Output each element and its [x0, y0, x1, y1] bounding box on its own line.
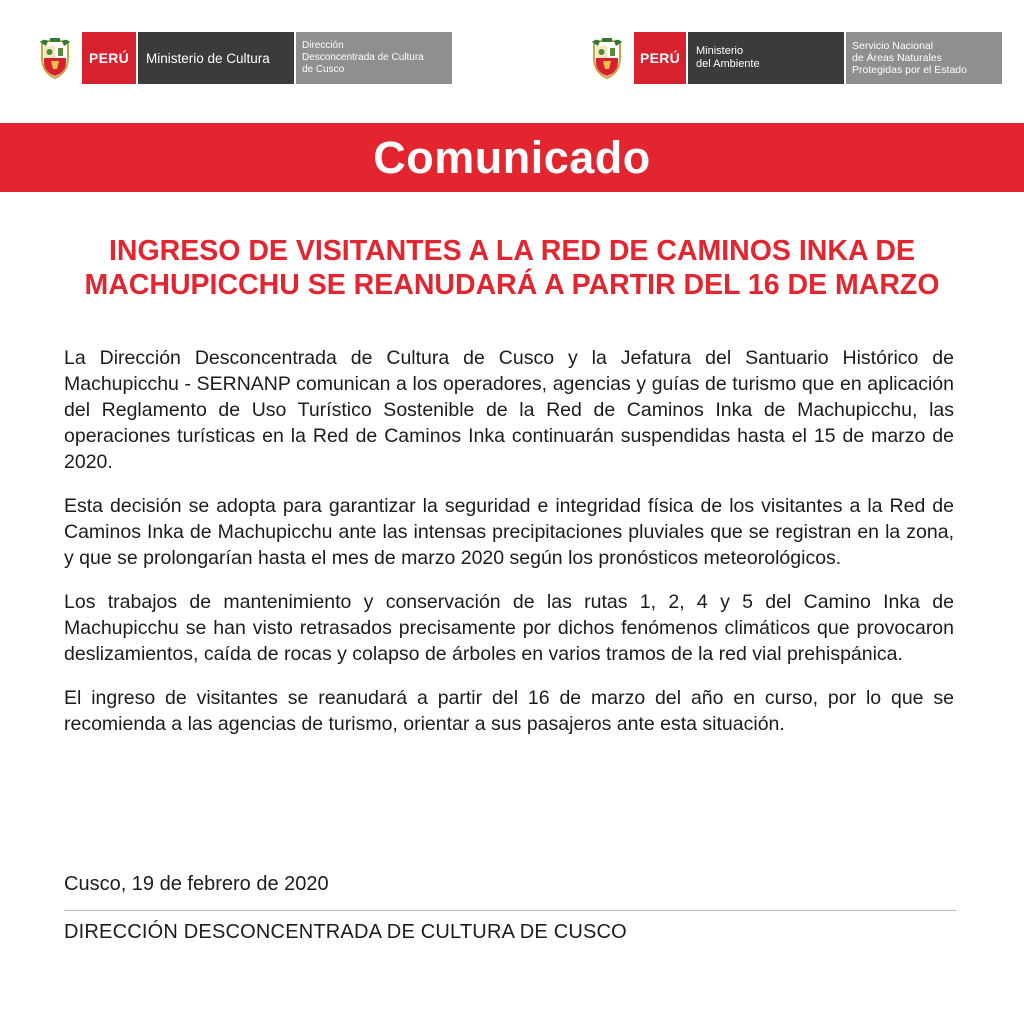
- department-line: Dirección: [302, 40, 344, 51]
- logo-ministerio-ambiente: [588, 32, 1002, 84]
- title-banner: [0, 123, 1024, 192]
- service-line: de Áreas Naturales: [852, 52, 942, 64]
- peru-badge: PERÚ: [634, 32, 686, 84]
- department-line: de Cusco: [302, 64, 345, 75]
- service-name: [846, 32, 1002, 84]
- coat-of-arms-icon: [36, 32, 74, 84]
- service-line: Protegidas por el Estado: [852, 64, 967, 76]
- ministry-name: Ministerio de Cultura: [138, 32, 294, 84]
- coat-of-arms-icon: [588, 32, 626, 84]
- headline-line: MACHUPICCHU SE REANUDARÁ A PARTIR DEL 16 DE MARZO: [84, 269, 940, 301]
- department-line: Desconcentrada de Cultura: [302, 52, 424, 63]
- logo-ministerio-cultura: [36, 32, 452, 84]
- peru-badge: PERÚ: [82, 32, 136, 84]
- divider: [64, 910, 956, 911]
- headline: [30, 234, 994, 302]
- service-line: Servicio Nacional: [852, 40, 934, 52]
- paragraph: La Dirección Desconcentrada de Cultura de Cusco y la Jefatura del Santuario Histórico de Machupicchu - SERNANP comunican a los operadores, agencias y guías de turismo que en aplicación del Reglamento de Uso Turístico Sostenible de la Red de Caminos Inka de Machupicchu, las operaciones turísticas en la Red de Caminos Inka continuarán suspendidas hasta el 15 de marzo de 2020.: [64, 347, 954, 473]
- paragraph: Los trabajos de mantenimiento y conservación de las rutas 1, 2, 4 y 5 del Camino Inka de Machupicchu se han visto retrasados precisamente por dichos fenómenos climáticos que provocaron deslizamientos, caída de rocas y colapso de árboles en varios tramos de la red vial prehispánica.: [64, 591, 954, 665]
- body-text: [64, 345, 954, 755]
- department-name: [296, 32, 452, 84]
- paragraph: El ingreso de visitantes se reanudará a partir del 16 de marzo del año en curso, por lo que se recomienda a las agencias de turismo, orientar a sus pasajeros ante esta situación.: [64, 687, 954, 735]
- ministry-name: [688, 32, 844, 84]
- ministry-line: del Ambiente: [696, 58, 760, 70]
- paragraph: Esta decisión se adopta para garantizar la seguridad e integridad física de los visitantes a la Red de Caminos Inka de Machupicchu ante las intensas precipitaciones pluviales que se registran en la zona, y que se prolongarían hasta el mes de marzo 2020 según los pronósticos meteorológicos.: [64, 495, 954, 569]
- signature: DIRECCIÓN DESCONCENTRADA DE CULTURA DE CUSCO: [64, 921, 627, 943]
- headline-line: INGRESO DE VISITANTES A LA RED DE CAMINOS INKA DE: [109, 235, 915, 267]
- date-line: Cusco, 19 de febrero de 2020: [64, 873, 329, 895]
- ministry-line: Ministerio: [696, 45, 744, 57]
- banner-title: Comunicado: [373, 131, 651, 183]
